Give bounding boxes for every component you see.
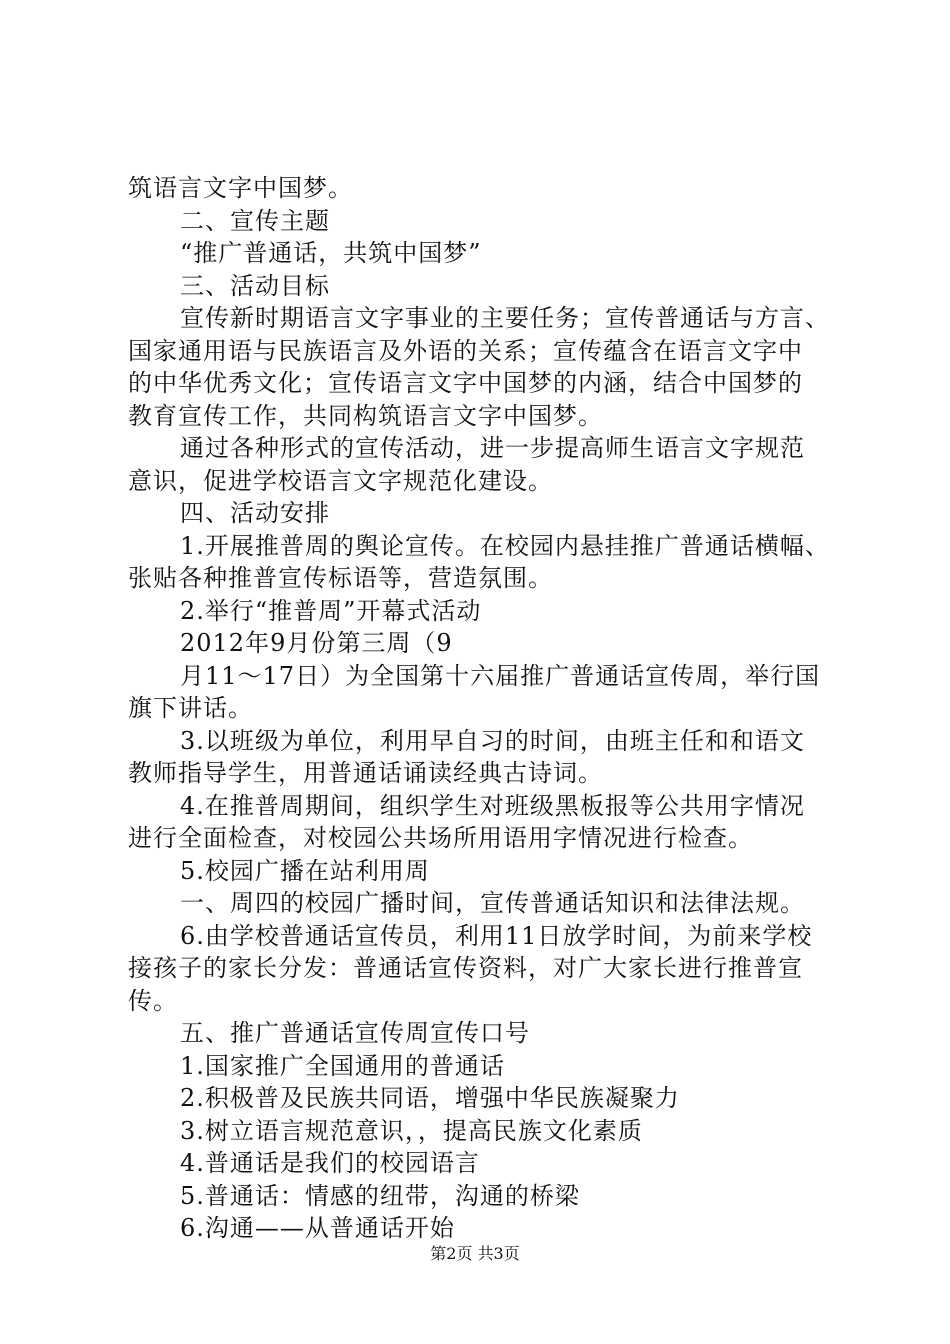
document-line: 2012年9月份第三周（9 (180, 629, 453, 657)
document-line: 五、推广普通话宣传周宣传口号 (180, 1019, 530, 1047)
document-line: 5.普通话：情感的纽带，沟通的桥梁 (180, 1181, 580, 1210)
document-line: 三、活动目标 (180, 271, 330, 300)
document-line: 二、宣传主题 (180, 206, 330, 235)
document-line: 一、周四的校园广播时间，宣传普通话知识和法律法规。 (180, 889, 805, 917)
document-line: 教师指导学生，用普通话诵读经典古诗词。 (128, 759, 603, 787)
document-line: 的中华优秀文化；宣传语言文字中国梦的内涵，结合中国梦的 (128, 369, 803, 397)
document-line: 4.普通话是我们的校园语言 (180, 1149, 480, 1177)
document-line: 5.校园广播在站利用周 (180, 856, 430, 885)
document-line: 2.积极普及民族共同语，增强中华民族凝聚力 (180, 1084, 680, 1112)
document-line: 6.由学校普通话宣传员，利用11日放学时间，为前来学校 (180, 921, 813, 950)
document-line: 6.沟通——从普通话开始 (180, 1214, 455, 1242)
document-line: 张贴各种推普宣传标语等，营造氛围。 (128, 564, 553, 592)
document-line: 传。 (128, 986, 178, 1015)
document-line: “推广普通话，共筑中国梦” (180, 239, 482, 267)
document-line: 通过各种形式的宣传活动，进一步提高师生语言文字规范 (180, 434, 805, 462)
document-line: 旗下讲话。 (128, 694, 253, 722)
document-line: 3.树立语言规范意识，，提高民族文化素质 (180, 1116, 643, 1145)
document-line: 2.举行“推普周”开幕式活动 (180, 596, 482, 625)
document-line: 教育宣传工作，共同构筑语言文字中国梦。 (128, 401, 603, 430)
document-line: 意识，促进学校语言文字规范化建设。 (128, 466, 553, 495)
document-line: 进行全面检查，对校园公共场所用语用字情况进行检查。 (128, 824, 753, 852)
document-line: 筑语言文字中国梦。 (128, 174, 353, 202)
document-line: 月11～17日）为全国第十六届推广普通话宣传周，举行国 (180, 661, 821, 690)
document-line: 接孩子的家长分发：普通话宣传资料，对广大家长进行推普宣 (128, 954, 803, 982)
document-line: 1.国家推广全国通用的普通话 (180, 1051, 505, 1080)
document-line: 3.以班级为单位，利用早自习的时间，由班主任和和语文 (180, 726, 805, 755)
page-footer: 第2页 共3页 (430, 1244, 520, 1263)
document-line: 国家通用语与民族语言及外语的关系；宣传蕴含在语言文字中 (128, 336, 803, 365)
document-line: 宣传新时期语言文字事业的主要任务；宣传普通话与方言、 (180, 304, 830, 332)
document-line: 1.开展推普周的舆论宣传。在校园内悬挂推广普通话横幅、 (180, 531, 830, 560)
document-line: 4.在推普周期间，组织学生对班级黑板报等公共用字情况 (180, 791, 805, 820)
document-body (128, 172, 840, 1245)
document-line: 四、活动安排 (180, 499, 330, 527)
